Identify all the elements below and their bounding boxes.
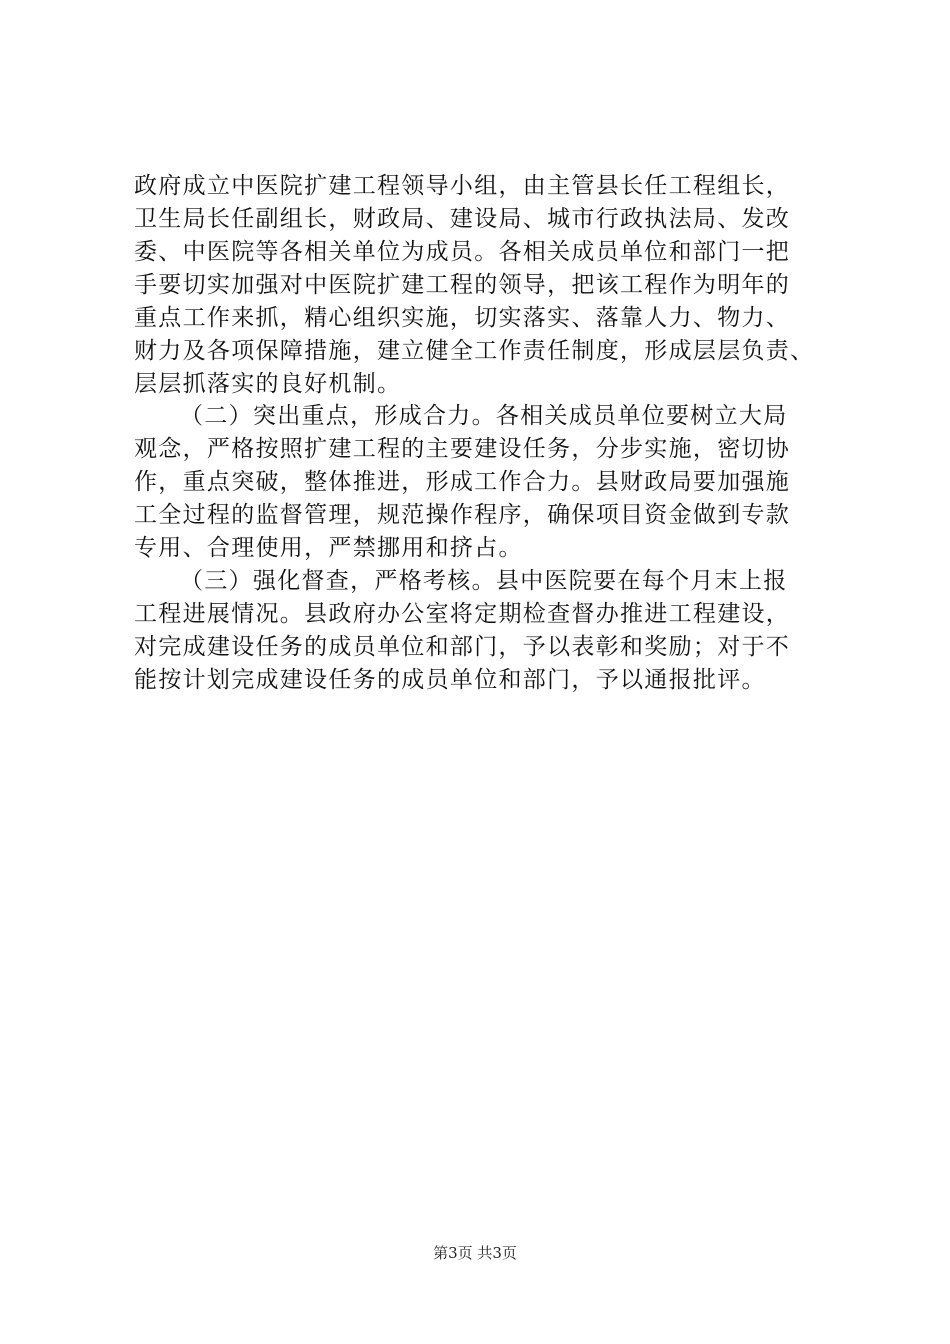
body-text-line: 手要切实加强对中医院扩建工程的领导，把该工程作为明年的: [134, 272, 791, 298]
body-text-line: 作，重点突破，整体推进，形成工作合力。县财政局要加强施: [134, 469, 791, 495]
body-text-line: 委、中医院等各相关单位为成员。各相关成员单位和部门一把: [134, 239, 791, 265]
body-text-line: 层层抓落实的良好机制。: [134, 371, 402, 397]
section-heading-line: （三）强化督查，严格考核。县中医院要在每个月末上报: [180, 568, 788, 594]
body-text-line: 政府成立中医院扩建工程领导小组，由主管县长任工程组长，: [134, 173, 791, 199]
page-number-footer: 第3页 共3页: [433, 1244, 517, 1262]
body-text-line: 财力及各项保障措施，建立健全工作责任制度，形成层层负责、: [134, 338, 815, 364]
body-text-line: 对完成建设任务的成员单位和部门，予以表彰和奖励；对于不: [134, 634, 791, 660]
body-text-line: 重点工作来抓，精心组织实施，切实落实、落靠人力、物力、: [134, 305, 791, 331]
body-text-line: 工全过程的监督管理，规范操作程序，确保项目资金做到专款: [134, 502, 791, 528]
body-text-line: 能按计划完成建设任务的成员单位和部门，予以通报批评。: [134, 667, 766, 693]
body-text-line: 专用、合理使用，严禁挪用和挤占。: [134, 535, 523, 561]
body-text-line: 工程进展情况。县政府办公室将定期检查督办推进工程建设，: [134, 601, 791, 627]
section-heading-line: （二）突出重点，形成合力。各相关成员单位要树立大局: [180, 403, 788, 429]
body-text-line: 卫生局长任副组长，财政局、建设局、城市行政执法局、发改: [134, 206, 791, 232]
body-text-line: 观念，严格按照扩建工程的主要建设任务，分步实施，密切协: [134, 436, 791, 462]
